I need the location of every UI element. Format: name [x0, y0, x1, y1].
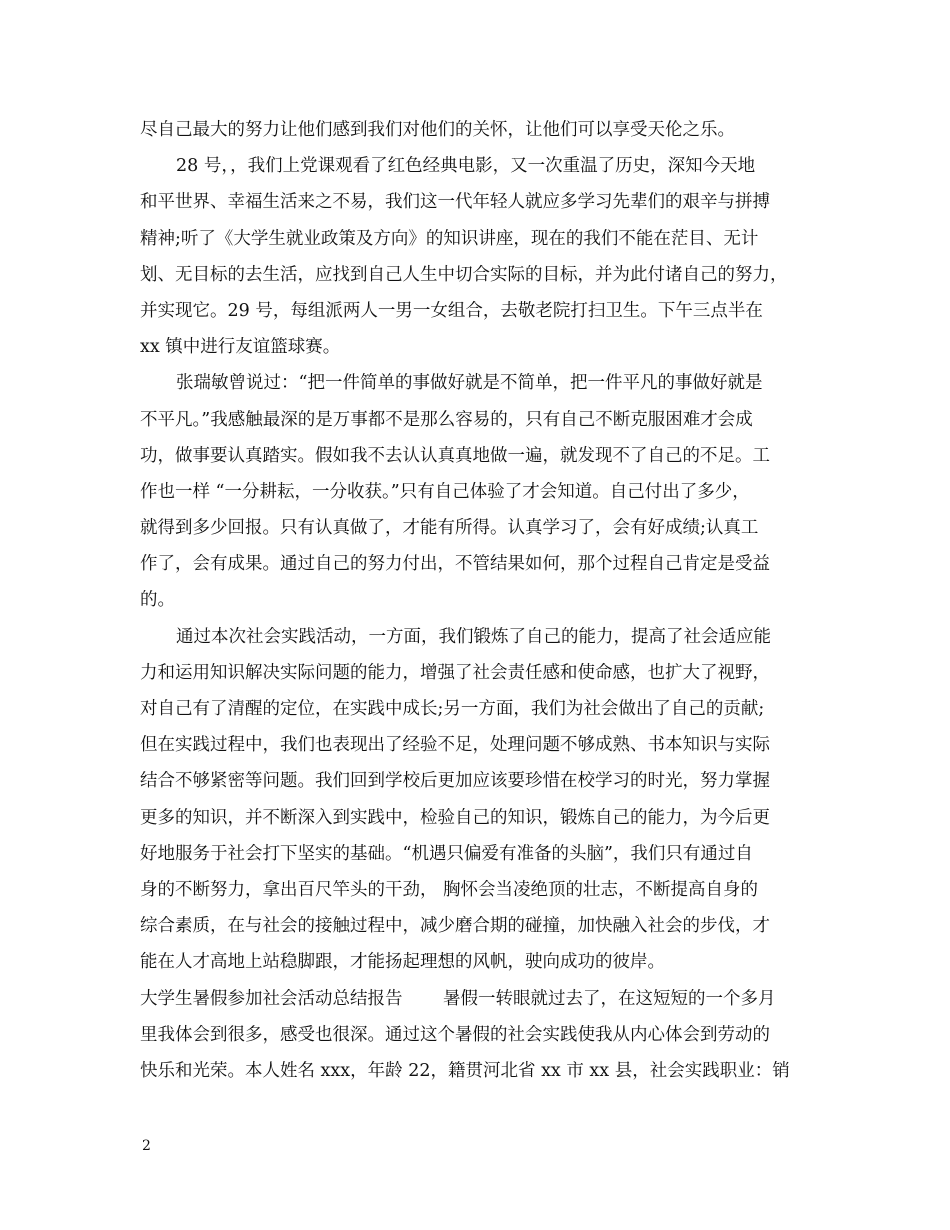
text-line: 不平凡。”我感触最深的是万事都不是那么容易的，只有自己不断克服困难才会成: [140, 409, 753, 430]
text-line: 作也一样 “一分耕耘，一分收获。”只有自己体验了才会知道。自己付出了多少，: [140, 481, 750, 502]
text-line: 尽自己最大的努力让他们感到我们对他们的关怀，让他们可以享受天伦之乐。: [140, 120, 735, 140]
text-line: 张瑞敏曾说过：“把一件简单的事做好就是不简单，把一件平凡的事做好就是: [176, 373, 763, 394]
text-line: 里我体会到很多，感受也很深。通过这个暑假的社会实践使我从内心体会到劳动的: [140, 1024, 770, 1045]
text-line: 作了，会有成果。通过自己的努力付出，不管结果如何，那个过程自己肯定是受益: [140, 554, 770, 575]
text-line: 快乐和光荣。本人姓名 xxx，年龄 22，籍贯河北省 xx 市 xx 县，社会实践职业：销: [140, 1060, 790, 1081]
text-line: 的。: [140, 590, 175, 611]
text-line: 综合素质，在与社会的接触过程中，减少磨合期的碰撞，加快融入社会的步伐，才: [140, 916, 770, 937]
body-text: [140, 112, 820, 1089]
text-line: 对自己有了清醒的定位，在实践中成长;另一方面，我们为社会做出了自己的贡献;: [140, 699, 765, 719]
text-line: 和平世界、幸福生活来之不易，我们这一代年轻人就应多学习先辈们的艰辛与拼搏: [140, 192, 770, 213]
page-number: 2: [142, 1138, 151, 1154]
text-line: 能在人才高地上站稳脚跟，才能扬起理想的风帆，驶向成功的彼岸。: [140, 952, 665, 973]
text-line: 力和运用知识解决实际问题的能力，增强了社会责任感和使命感，也扩大了视野，: [140, 662, 770, 683]
text-line: 更多的知识，并不断深入到实践中，检验自己的知识，锻炼自己的能力，为今后更: [140, 807, 770, 828]
text-line: 精神;听了《大学生就业政策及方向》的知识讲座，现在的我们不能在茫目、无计: [140, 228, 759, 249]
text-line: 28 号，，我们上党课观看了红色经典电影，又一次重温了历史，深知今天地: [176, 156, 756, 177]
text-line: 功，做事要认真踏实。假如我不去认认真真地做一遍，就发现不了自己的不足。工: [140, 445, 770, 466]
text-line: 但在实践过程中，我们也表现出了经验不足，处理问题不够成熟、书本知识与实际: [140, 735, 770, 756]
text-line: 划、无目标的去生活，应找到自己人生中切合实际的目标，并为此付诸自己的努力，: [140, 264, 788, 285]
text-line: 好地服务于社会打下坚实的基础。“机遇只偏爱有准备的头脑”，我们只有通过自: [140, 843, 753, 864]
text-line: 结合不够紧密等问题。我们回到学校后更加应该要珍惜在校学习的时光，努力掌握: [140, 771, 770, 792]
text-line: 通过本次社会实践活动，一方面，我们锻炼了自己的能力，提高了社会适应能: [176, 626, 771, 647]
text-line: 大学生暑假参加社会活动总结报告 暑假一转眼就过去了，在这短短的一个多月: [140, 988, 776, 1009]
text-line: xx 镇中进行友谊篮球赛。: [140, 337, 341, 358]
text-line: 就得到多少回报。只有认真做了，才能有所得。认真学习了，会有好成绩;认真工: [140, 518, 759, 539]
text-line: 身的不断努力，拿出百尺竿头的干劲， 胸怀会当凌绝顶的壮志，不断提高自身的: [140, 879, 759, 900]
text-line: 并实现它。29 号，每组派两人一男一女组合，去敬老院打扫卫生。下午三点半在: [140, 300, 763, 321]
